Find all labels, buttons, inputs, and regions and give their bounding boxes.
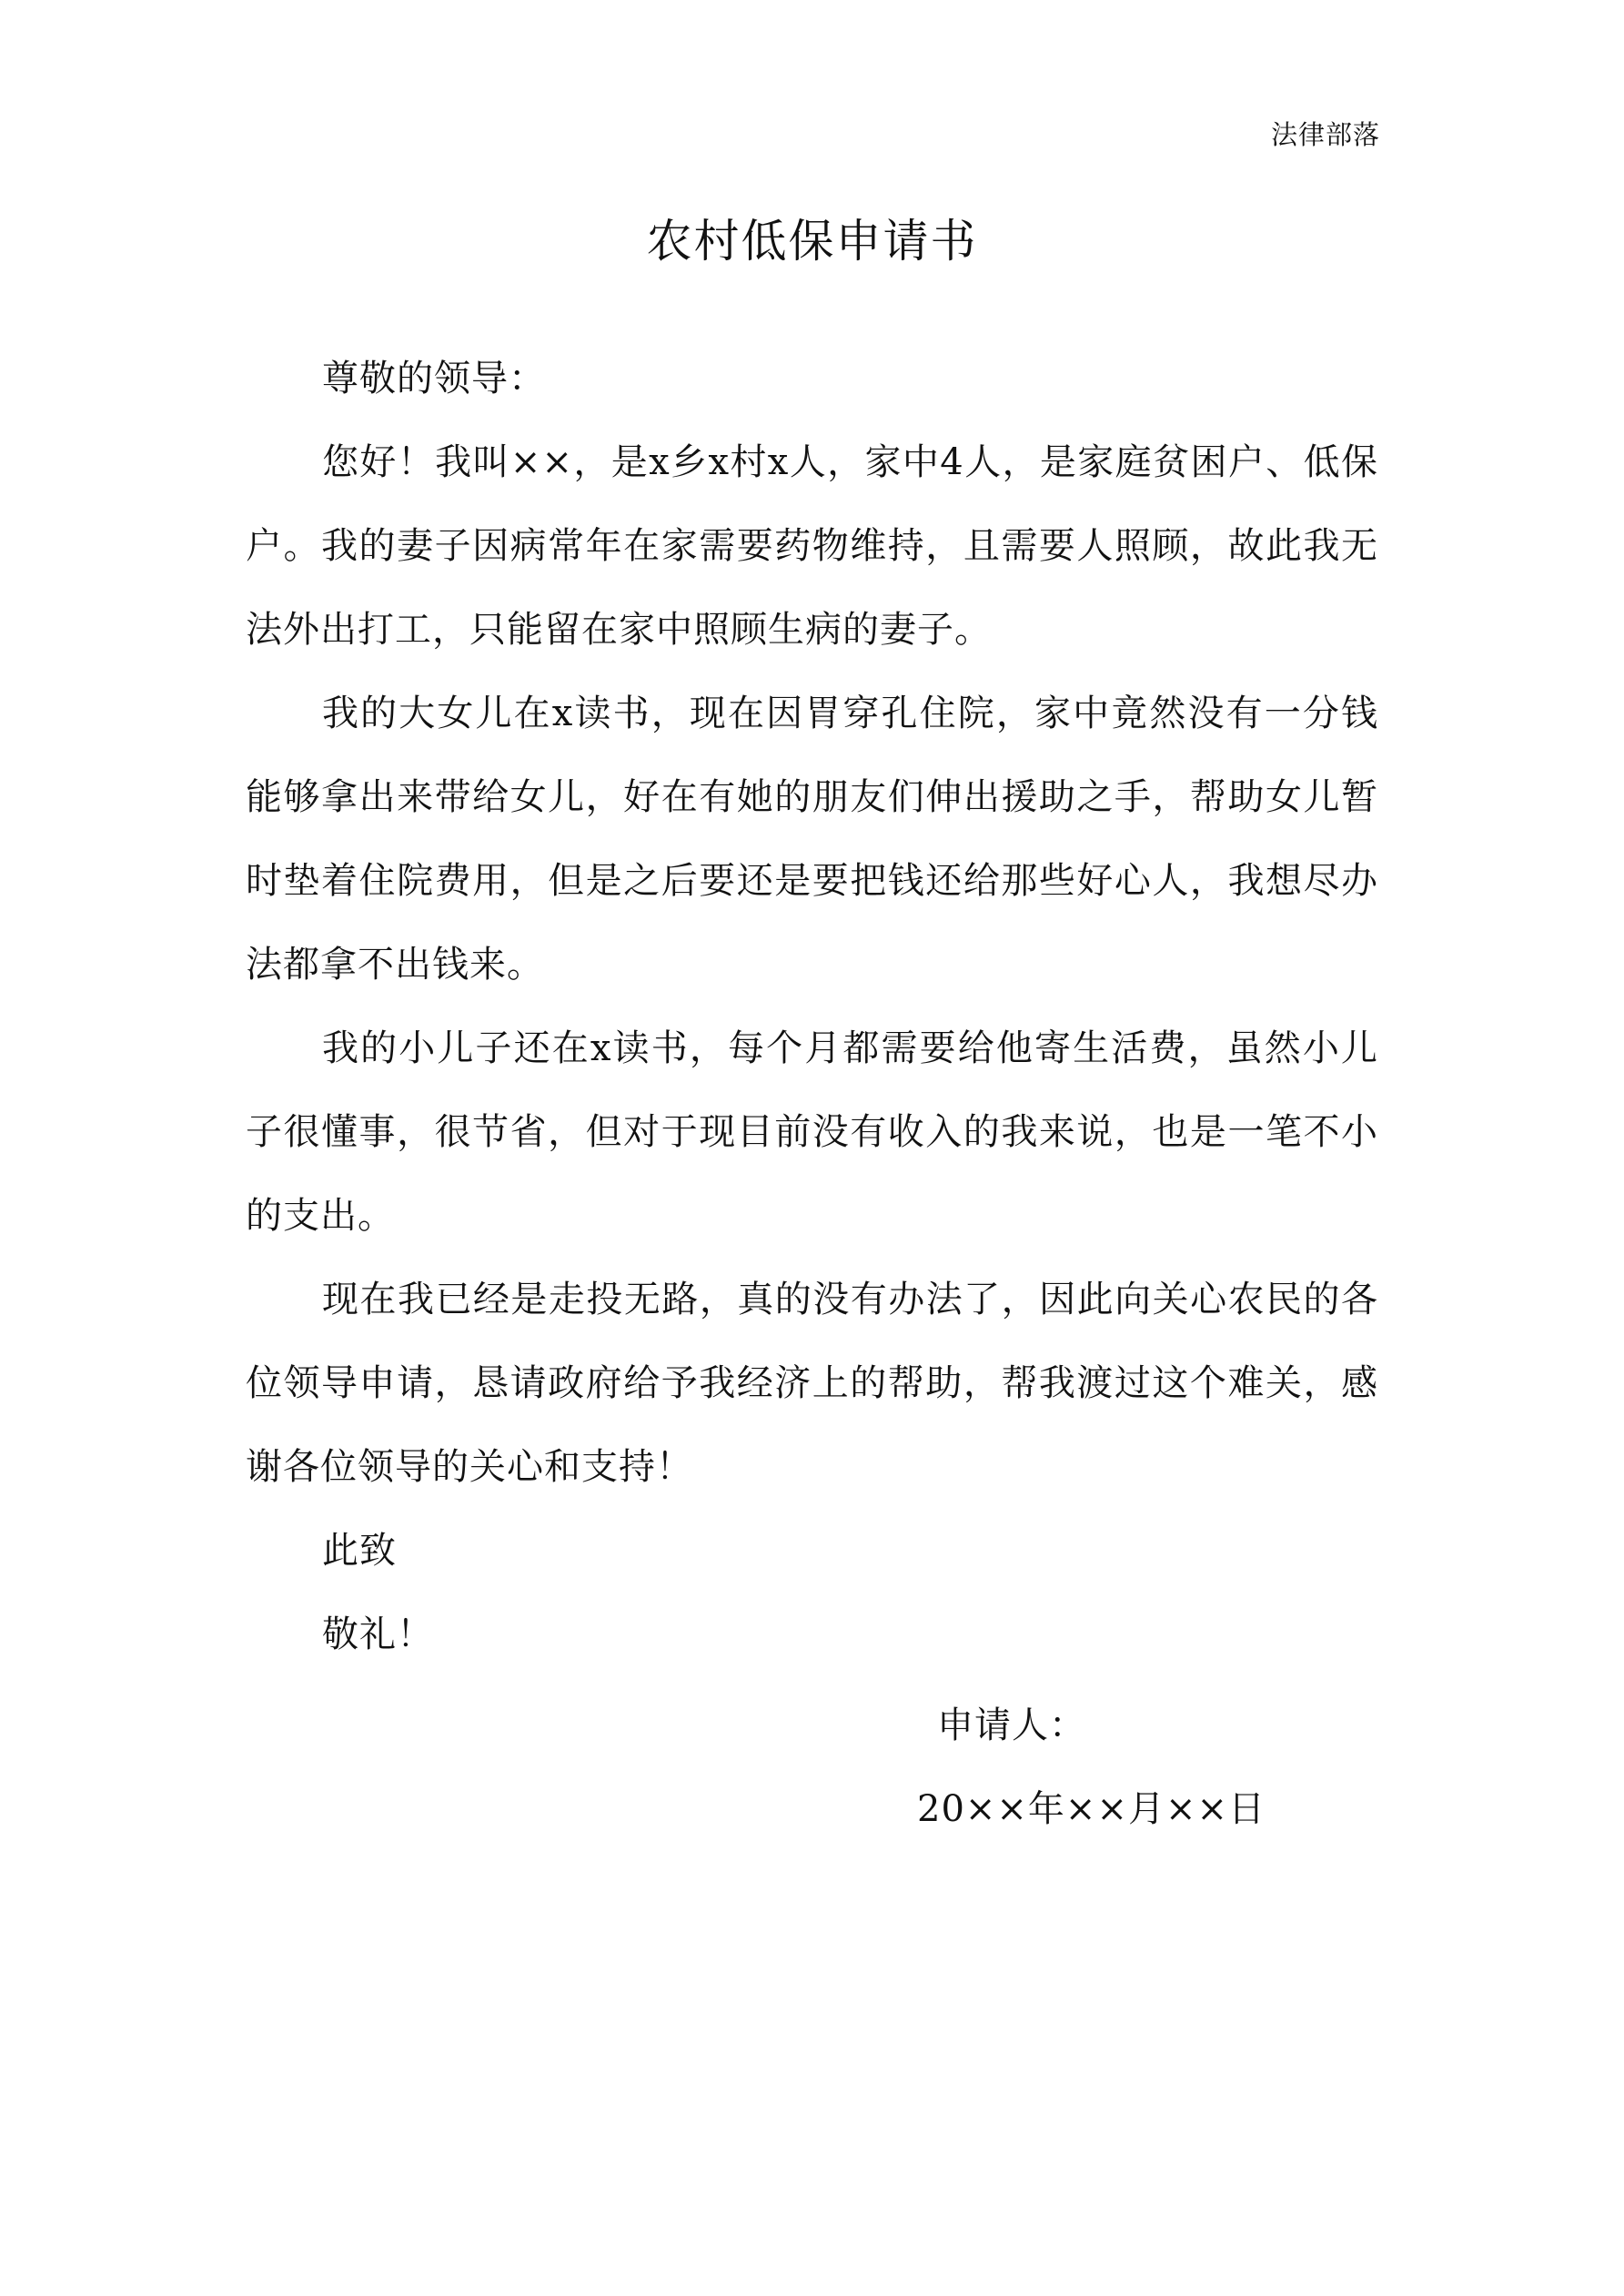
paragraph-3: 我的小儿子还在x读书，每个月都需要给他寄生活费，虽然小儿子很懂事，很节省，但对于现目前没有收入的我来说，也是一笔不小的支出。 [246,1027,1378,1237]
closing-line-1: 此致 [322,1530,397,1572]
paragraph-1: 您好！我叫××，是x乡x村x人，家中4人，是家庭贫困户、低保户。我的妻子因病常年在家需要药物维持，且需要人照顾，故此我无法外出打工，只能留在家中照顾生病的妻子。 [246,441,1378,651]
paragraph-2: 我的大女儿在x读书，现在因胃穿孔住院，家中竟然没有一分钱能够拿出来带给女儿，好在有她的朋友们伸出援助之手，帮助女儿暂时垫着住院费用，但是之后要还是要把钱还给那些好心人，我想尽办法都拿不出钱来。 [246,693,1378,986]
header-note: 法律部落 [1270,119,1380,150]
date-line: 20××年××月××日 [917,1788,1266,1830]
salutation: 尊敬的领导： [322,358,546,400]
paragraph-4: 现在我已经是走投无路，真的没有办法了，因此向关心农民的各位领导申请，恳请政府给予我经济上的帮助，帮我渡过这个难关，感谢各位领导的关心和支持！ [246,1279,1378,1488]
signature-block [917,1684,1266,1851]
closing-line-2: 敬礼！ [322,1613,434,1655]
applicant-label: 申请人： [937,1704,1086,1746]
letter-body [246,337,1378,1676]
document-title: 农村低保申请书 [646,215,978,268]
